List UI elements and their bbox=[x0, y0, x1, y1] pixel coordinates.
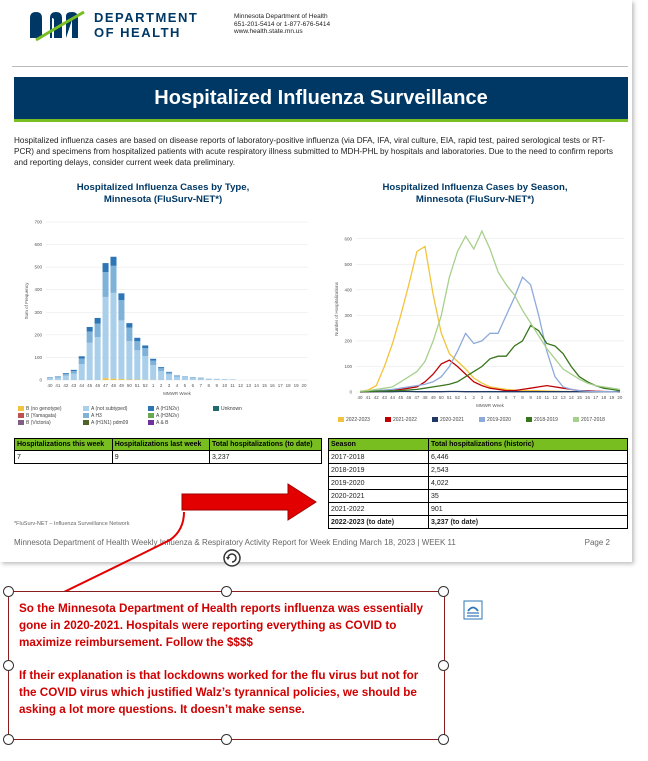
comment-paragraph-2: If their explanation is that lockdowns worked for the flu virus but not for the COVID virus which justified Walz’s tyrannical policies, we should be asking a lot more questions. It doesn’t make sense. bbox=[19, 669, 419, 716]
type-chart-x-tick-label: 49 bbox=[118, 383, 124, 388]
legend-item bbox=[573, 417, 605, 423]
red-arrow-shape[interactable] bbox=[180, 482, 320, 522]
season-chart-y-axis-label: Number of Hospitalizations bbox=[334, 282, 339, 336]
resize-handle-top-center[interactable] bbox=[221, 586, 232, 597]
type-chart-x-tick-label: 47 bbox=[103, 383, 109, 388]
legend-label: A H3 bbox=[91, 413, 102, 419]
legend-swatch bbox=[18, 413, 24, 418]
type-chart-y-tick-label: 0 bbox=[39, 377, 42, 383]
type-chart-title-line1: Hospitalized Influenza Cases by Type, bbox=[76, 182, 250, 193]
type-chart-x-tick-label: 43 bbox=[71, 383, 77, 388]
bar-segment bbox=[166, 374, 172, 380]
bar-segment bbox=[142, 356, 148, 380]
type-bar-chart bbox=[14, 214, 314, 404]
bar-segment bbox=[110, 266, 116, 293]
table-row bbox=[329, 451, 628, 464]
season-header-season: Season bbox=[329, 439, 429, 451]
legend-item bbox=[338, 417, 370, 423]
bar-segment bbox=[79, 364, 85, 380]
season-chart-x-tick-label: 46 bbox=[406, 395, 412, 400]
season-chart-x-tick-label: 2 bbox=[472, 395, 476, 400]
legend-swatch bbox=[148, 420, 154, 425]
legend-item bbox=[18, 413, 56, 419]
hosp-value-this-week: 7 bbox=[15, 451, 113, 464]
connector-line bbox=[60, 500, 190, 600]
season-chart-x-tick-label: 5 bbox=[496, 395, 500, 400]
legend-item bbox=[148, 406, 179, 412]
bar-segment bbox=[63, 374, 69, 376]
bar-segment bbox=[63, 373, 69, 374]
type-chart-x-tick-label: 12 bbox=[238, 383, 244, 388]
total-cell: 4,022 bbox=[429, 477, 628, 490]
type-chart-y-axis-label: Sum of Frequency bbox=[24, 282, 29, 320]
bar-segment bbox=[87, 331, 93, 342]
type-chart-x-tick-label: 52 bbox=[142, 383, 148, 388]
total-cell: 901 bbox=[429, 503, 628, 516]
legend-swatch bbox=[213, 406, 219, 411]
logo-text-of-health: OF HEALTH bbox=[94, 25, 181, 40]
bar-segment bbox=[71, 374, 77, 380]
legend-swatch bbox=[18, 420, 24, 425]
season-chart-x-tick-label: 9 bbox=[529, 395, 532, 400]
legend-label: 2021-2022 bbox=[393, 417, 417, 423]
season-chart-x-tick-label: 4 bbox=[488, 395, 492, 400]
bar-segment bbox=[110, 379, 116, 380]
type-chart-x-tick-label: 10 bbox=[222, 383, 228, 388]
type-chart-x-tick-label: 16 bbox=[269, 383, 275, 388]
hospitalizations-header-row bbox=[15, 439, 322, 451]
season-chart-x-tick-label: 50 bbox=[438, 395, 444, 400]
bar-segment bbox=[63, 375, 69, 380]
bar-segment bbox=[142, 348, 148, 356]
bar-segment bbox=[190, 378, 196, 380]
bar-segment bbox=[134, 350, 140, 379]
legend-item bbox=[213, 406, 242, 412]
hosp-header-this-week: Hospitalizations this week bbox=[15, 439, 113, 451]
season-chart-x-tick-label: 8 bbox=[521, 395, 524, 400]
bar-segment bbox=[230, 379, 236, 380]
legend-item bbox=[83, 420, 128, 426]
page-title-banner: Hospitalized Influenza Surveillance bbox=[14, 77, 628, 122]
season-chart-y-tick-label: 0 bbox=[349, 389, 352, 395]
season-chart-x-tick-label: 10 bbox=[536, 395, 542, 400]
legend-label: A (H1N1) pdm09 bbox=[91, 420, 129, 426]
logo-text-department: DEPARTMENT bbox=[94, 10, 199, 25]
legend-item bbox=[83, 406, 127, 412]
resize-handle-middle-right[interactable] bbox=[438, 660, 449, 671]
resize-handle-middle-left[interactable] bbox=[3, 660, 14, 671]
type-chart-y-tick-label: 700 bbox=[34, 219, 42, 225]
bar-segment bbox=[222, 379, 228, 380]
type-chart-x-tick-label: 18 bbox=[285, 383, 291, 388]
bar-segment bbox=[95, 337, 101, 380]
bar-segment bbox=[118, 379, 124, 380]
season-chart-x-tick-label: 47 bbox=[414, 395, 420, 400]
type-chart-x-tick-label: 41 bbox=[55, 383, 61, 388]
type-chart-x-tick-label: 20 bbox=[301, 383, 307, 388]
type-chart-x-tick-label: 7 bbox=[199, 383, 203, 388]
bar-segment bbox=[55, 377, 61, 378]
type-chart-y-tick-label: 400 bbox=[34, 287, 42, 293]
season-header-total: Total hospitalizations (historic) bbox=[429, 439, 628, 451]
bar-segment bbox=[134, 341, 140, 350]
bar-segment bbox=[79, 356, 85, 358]
legend-label: B (Yamagata) bbox=[26, 413, 57, 419]
season-chart-x-tick-label: 14 bbox=[568, 395, 574, 400]
bar-segment bbox=[103, 263, 109, 272]
season-chart-y-tick-label: 500 bbox=[344, 261, 352, 267]
contact-org: Minnesota Department of Health bbox=[234, 13, 328, 20]
type-chart-x-tick-label: 1 bbox=[151, 383, 155, 388]
legend-label: 2019-2020 bbox=[487, 417, 511, 423]
contact-block bbox=[234, 13, 330, 36]
type-chart-x-tick-label: 50 bbox=[126, 383, 132, 388]
bar-segment bbox=[134, 338, 140, 341]
bar-segment bbox=[79, 359, 85, 365]
season-header-row bbox=[329, 439, 628, 451]
type-chart-x-tick-label: 8 bbox=[207, 383, 211, 388]
bar-segment bbox=[47, 378, 53, 380]
total-cell: 35 bbox=[429, 490, 628, 503]
bar-segment bbox=[166, 372, 172, 373]
bar-segment bbox=[47, 378, 53, 379]
bar-segment bbox=[87, 343, 93, 380]
legend-item bbox=[432, 417, 464, 423]
season-chart-x-tick-label: 51 bbox=[446, 395, 452, 400]
legend-swatch bbox=[148, 413, 154, 418]
hosp-value-total: 3,237 bbox=[210, 451, 322, 464]
hosp-header-last-week: Hospitalizations last week bbox=[112, 439, 209, 451]
legend-label: Unknown bbox=[221, 406, 242, 412]
header-divider bbox=[12, 66, 628, 67]
legend-label: B (no genotype) bbox=[26, 406, 62, 412]
bar-segment bbox=[182, 377, 188, 380]
bar-segment bbox=[118, 293, 124, 300]
season-chart-y-tick-label: 300 bbox=[344, 312, 352, 318]
layout-options-icon[interactable] bbox=[463, 600, 483, 620]
season-chart-x-tick-label: 42 bbox=[373, 395, 379, 400]
season-chart-y-tick-label: 600 bbox=[344, 236, 352, 242]
resize-handle-bottom-right[interactable] bbox=[438, 734, 449, 745]
table-row bbox=[329, 490, 628, 503]
season-chart-x-axis-label: MMWR Week bbox=[476, 403, 504, 408]
season-cell: 2018-2019 bbox=[329, 464, 429, 477]
legend-item bbox=[479, 417, 511, 423]
comment-text-box[interactable] bbox=[8, 591, 445, 740]
footnote: *FluSurv-NET – Influenza Surveillance Network bbox=[14, 521, 130, 527]
season-chart-x-tick-label: 3 bbox=[480, 395, 484, 400]
type-chart-x-tick-label: 44 bbox=[79, 383, 85, 388]
legend-swatch bbox=[83, 420, 89, 425]
season-chart-x-tick-label: 7 bbox=[513, 395, 516, 400]
type-chart-x-tick-label: 13 bbox=[245, 383, 251, 388]
legend-swatch bbox=[83, 413, 89, 418]
series-line bbox=[360, 246, 620, 392]
legend-label: 2022-2023 bbox=[346, 417, 370, 423]
bar-segment bbox=[142, 345, 148, 348]
season-chart-y-tick-label: 400 bbox=[344, 287, 352, 293]
season-cell: 2019-2020 bbox=[329, 477, 429, 490]
type-chart-x-tick-label: 42 bbox=[63, 383, 69, 388]
bar-segment bbox=[118, 300, 124, 320]
season-chart-x-tick-label: 19 bbox=[609, 395, 615, 400]
legend-swatch bbox=[526, 417, 532, 422]
type-chart-x-axis-label: MMWR Week bbox=[163, 391, 191, 396]
season-chart-x-tick-label: 43 bbox=[381, 395, 387, 400]
legend-swatch bbox=[432, 417, 438, 422]
bar-segment bbox=[87, 327, 93, 332]
legend-swatch bbox=[573, 417, 579, 422]
bar-segment bbox=[158, 367, 164, 368]
type-chart-x-tick-label: 40 bbox=[47, 383, 53, 388]
legend-item bbox=[148, 413, 179, 419]
contact-phone: 651-201-5414 or 1-877-676-5414 bbox=[234, 20, 331, 28]
season-chart-x-tick-label: 20 bbox=[617, 395, 623, 400]
table-row bbox=[329, 477, 628, 490]
bar-segment bbox=[103, 297, 109, 378]
season-chart-legend bbox=[338, 417, 628, 427]
bar-segment bbox=[174, 377, 180, 380]
season-chart-x-tick-label: 48 bbox=[422, 395, 428, 400]
total-cell: 2,543 bbox=[429, 464, 628, 477]
type-chart-y-tick-label: 200 bbox=[34, 332, 42, 338]
type-chart-x-tick-label: 15 bbox=[261, 383, 267, 388]
bar-segment bbox=[126, 341, 132, 379]
legend-item bbox=[385, 417, 417, 423]
bar-segment bbox=[214, 379, 220, 380]
type-chart-x-tick-label: 46 bbox=[95, 383, 101, 388]
legend-item bbox=[526, 417, 558, 423]
type-chart-x-tick-label: 11 bbox=[230, 383, 235, 388]
type-chart-x-tick-label: 51 bbox=[134, 383, 140, 388]
bar-segment bbox=[71, 370, 77, 371]
type-chart-title bbox=[28, 182, 298, 206]
season-chart-x-tick-label: 13 bbox=[560, 395, 566, 400]
type-chart-x-tick-label: 5 bbox=[183, 383, 187, 388]
table-row bbox=[329, 503, 628, 516]
bar-segment bbox=[118, 320, 124, 379]
type-chart-x-tick-label: 45 bbox=[87, 383, 93, 388]
season-cell: 2022-2023 (to date) bbox=[329, 516, 429, 529]
season-chart-title-line1: Hospitalized Influenza Cases by Season, bbox=[382, 182, 568, 193]
bar-segment bbox=[182, 377, 188, 378]
legend-label: A (H1N2v) bbox=[156, 406, 180, 412]
bar-segment bbox=[103, 378, 109, 380]
bar-segment bbox=[110, 257, 116, 266]
season-chart-x-tick-label: 11 bbox=[544, 395, 550, 400]
hospitalizations-table bbox=[14, 438, 322, 464]
hosp-header-total: Total hospitalizations (to date) bbox=[210, 439, 322, 451]
page-footer: Minnesota Department of Health Weekly Influenza & Respiratory Activity Report for Week Ending March 18, 2023 | WEEK 11 bbox=[14, 538, 456, 547]
bar-segment bbox=[110, 293, 116, 379]
bar-segment bbox=[206, 379, 212, 380]
legend-label: B (Victoria) bbox=[26, 420, 51, 426]
type-chart-y-tick-label: 100 bbox=[34, 354, 42, 360]
season-chart-x-tick-label: 52 bbox=[455, 395, 461, 400]
bar-segment bbox=[71, 371, 77, 374]
season-cell: 2017-2018 bbox=[329, 451, 429, 464]
type-chart-x-tick-label: 4 bbox=[175, 383, 179, 388]
legend-swatch bbox=[385, 417, 391, 422]
series-line bbox=[360, 277, 620, 392]
bar-segment bbox=[95, 318, 101, 324]
legend-label: A & B bbox=[156, 420, 169, 426]
rotate-handle-icon[interactable] bbox=[222, 548, 242, 568]
season-cell: 2020-2021 bbox=[329, 490, 429, 503]
total-cell: 6,446 bbox=[429, 451, 628, 464]
comment-paragraph-1: So the Minnesota Department of Health reports influenza was essentially gone in 2020-2021. Hospitals were reporting everything as COVID to maximize reimbursement. Follow the $$$$ bbox=[19, 602, 423, 649]
legend-item bbox=[148, 420, 169, 426]
season-chart-y-tick-label: 100 bbox=[344, 363, 352, 369]
series-line bbox=[360, 231, 620, 391]
hosp-value-last-week: 9 bbox=[112, 451, 209, 464]
legend-item bbox=[83, 413, 102, 419]
type-chart-legend bbox=[18, 406, 318, 430]
bar-segment bbox=[55, 378, 61, 380]
type-chart-y-tick-label: 300 bbox=[34, 309, 42, 315]
legend-label: 2020-2021 bbox=[440, 417, 464, 423]
bar-segment bbox=[126, 323, 132, 328]
type-chart-x-tick-label: 6 bbox=[191, 383, 195, 388]
legend-item bbox=[18, 420, 51, 426]
table-row bbox=[329, 464, 628, 477]
type-chart-x-tick-label: 48 bbox=[110, 383, 116, 388]
legend-label: 2017-2018 bbox=[581, 417, 605, 423]
type-chart-y-tick-label: 500 bbox=[34, 264, 42, 270]
season-chart-x-tick-label: 17 bbox=[593, 395, 599, 400]
type-chart-x-tick-label: 14 bbox=[253, 383, 259, 388]
mn-logo-icon bbox=[28, 8, 88, 42]
legend-swatch bbox=[479, 417, 485, 422]
season-chart-x-tick-label: 44 bbox=[390, 395, 396, 400]
bar-segment bbox=[166, 373, 172, 375]
season-chart-y-tick-label: 200 bbox=[344, 338, 352, 344]
bar-segment bbox=[150, 361, 156, 366]
bar-segment bbox=[174, 376, 180, 377]
season-chart-x-tick-label: 1 bbox=[464, 395, 467, 400]
legend-item bbox=[18, 406, 62, 412]
series-line bbox=[360, 326, 620, 392]
legend-label: A (H3N2v) bbox=[156, 413, 180, 419]
season-chart-title bbox=[330, 182, 620, 206]
type-chart-title-line2: Minnesota (FluSurv-NET*) bbox=[103, 194, 223, 205]
season-cell: 2021-2022 bbox=[329, 503, 429, 516]
hospitalizations-value-row bbox=[15, 451, 322, 464]
bar-segment bbox=[126, 328, 132, 342]
resize-handle-top-left[interactable] bbox=[3, 586, 14, 597]
bar-segment bbox=[198, 378, 204, 380]
resize-handle-bottom-center[interactable] bbox=[221, 734, 232, 745]
season-chart-x-tick-label: 49 bbox=[430, 395, 436, 400]
bar-segment bbox=[150, 365, 156, 380]
legend-label: 2018-2019 bbox=[534, 417, 558, 423]
season-chart-x-tick-label: 40 bbox=[357, 395, 363, 400]
type-chart-y-tick-label: 600 bbox=[34, 242, 42, 248]
bar-segment bbox=[95, 324, 101, 338]
contact-url: www.health.state.mn.us bbox=[234, 28, 303, 35]
type-chart-x-tick-label: 2 bbox=[159, 383, 163, 388]
season-chart-x-tick-label: 12 bbox=[552, 395, 558, 400]
intro-paragraph: Hospitalized influenza cases are based on disease reports of laboratory-positive influenza (via DFA, IFA, viral culture, EIA, rapid test, paired serological tests or RT-PCR) and specimens from hospitalized patients with acute respiratory illness submitted to MDH-PHL by hospitals and laboratories. Due to the need to confirm reports and reporting delays, consider current week data preliminary. bbox=[14, 136, 614, 167]
legend-swatch bbox=[148, 406, 154, 411]
resize-handle-bottom-left[interactable] bbox=[3, 734, 14, 745]
season-chart-x-tick-label: 45 bbox=[398, 395, 404, 400]
season-chart-x-tick-label: 41 bbox=[365, 395, 371, 400]
season-chart-x-tick-label: 18 bbox=[601, 395, 607, 400]
legend-swatch bbox=[338, 417, 344, 422]
legend-swatch bbox=[83, 406, 89, 411]
bar-segment bbox=[158, 368, 164, 371]
season-table bbox=[328, 438, 628, 529]
bar-segment bbox=[158, 371, 164, 380]
legend-label: A (not subtyped) bbox=[91, 406, 128, 412]
page-number: Page 2 bbox=[584, 538, 610, 547]
resize-handle-top-right[interactable] bbox=[438, 586, 449, 597]
type-chart-x-tick-label: 17 bbox=[277, 383, 283, 388]
season-chart-x-tick-label: 6 bbox=[504, 395, 508, 400]
season-chart-x-tick-label: 15 bbox=[576, 395, 582, 400]
bar-segment bbox=[150, 359, 156, 361]
legend-swatch bbox=[18, 406, 24, 411]
table-row bbox=[329, 516, 628, 529]
season-line-chart bbox=[326, 220, 626, 410]
type-chart-x-tick-label: 19 bbox=[293, 383, 299, 388]
type-chart-x-tick-label: 3 bbox=[167, 383, 171, 388]
bar-segment bbox=[103, 272, 109, 297]
type-chart-x-tick-label: 9 bbox=[215, 383, 218, 388]
total-cell: 3,237 (to date) bbox=[429, 516, 628, 529]
season-chart-title-line2: Minnesota (FluSurv-NET*) bbox=[415, 194, 535, 205]
season-chart-x-tick-label: 16 bbox=[584, 395, 590, 400]
